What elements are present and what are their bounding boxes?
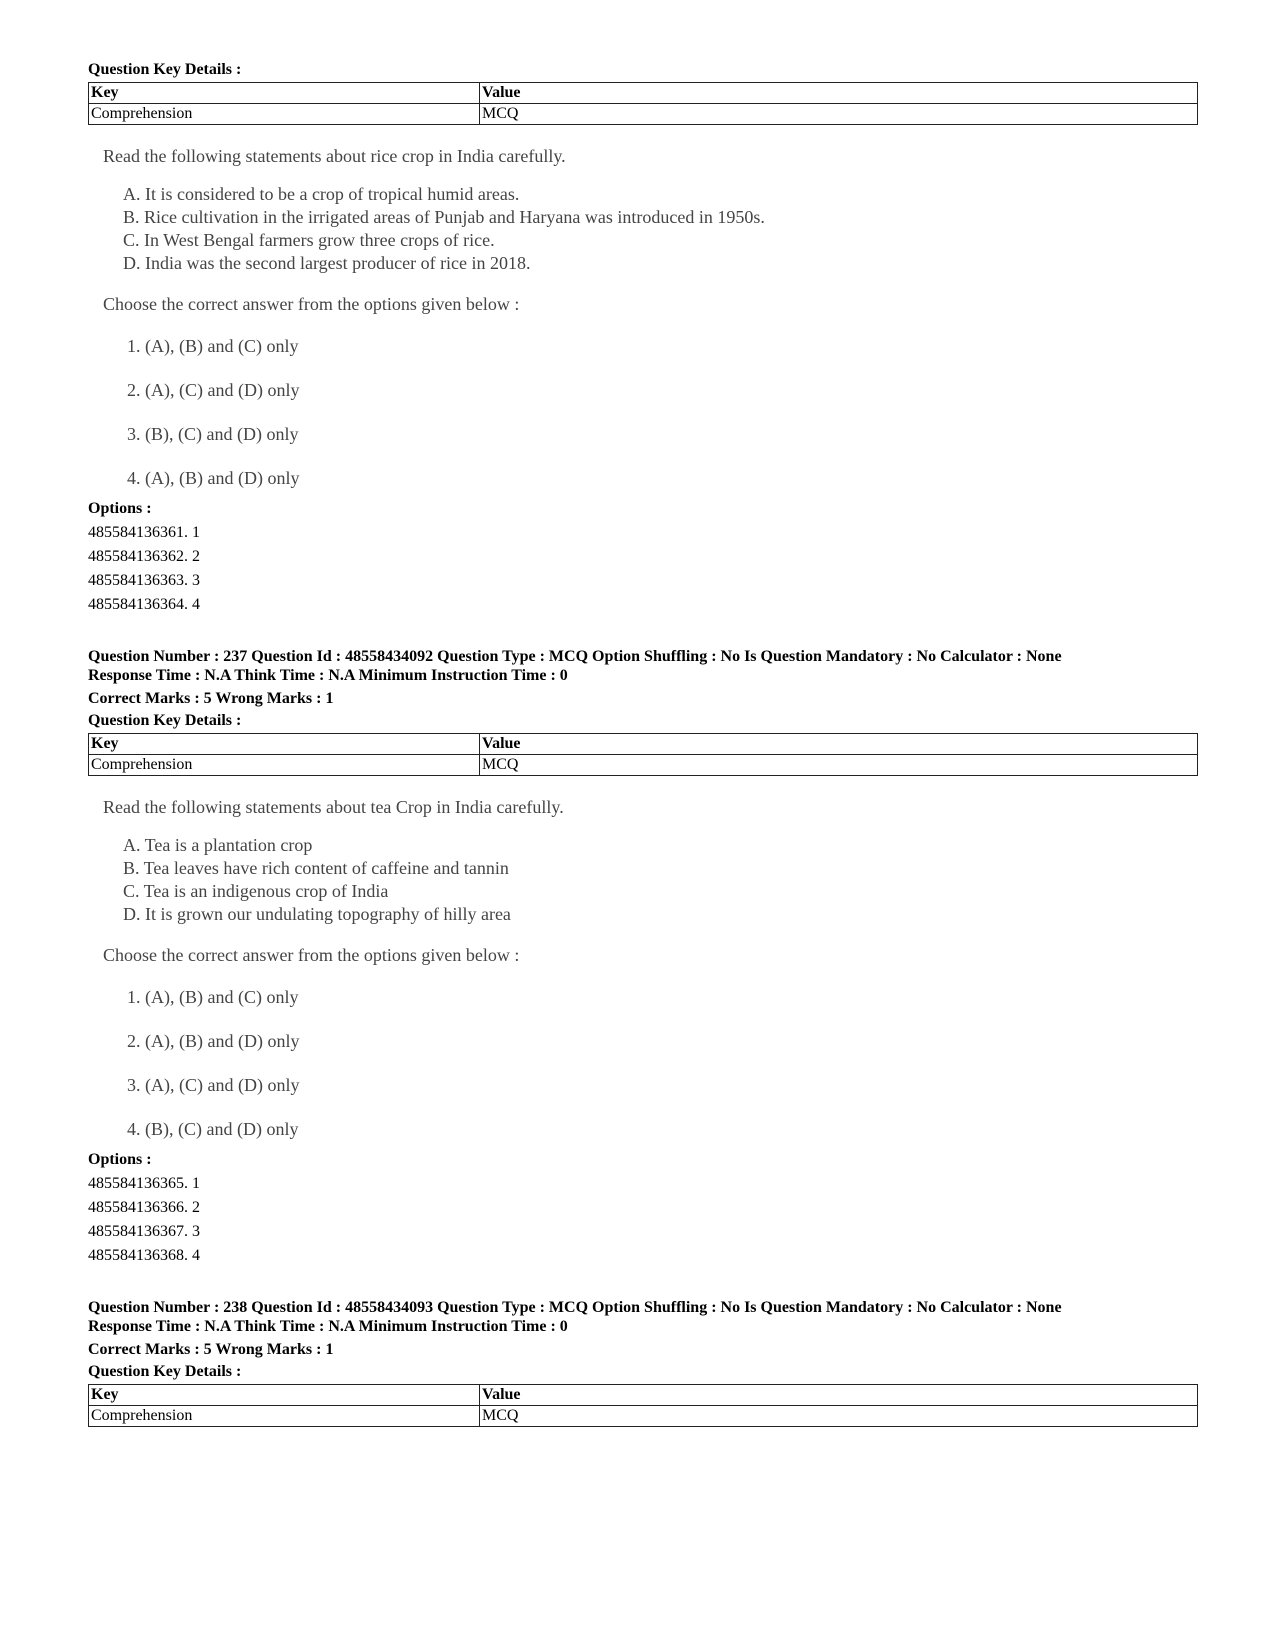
table-cell-key: Comprehension <box>89 755 480 776</box>
option-item: 485584136361. 1 <box>88 524 200 541</box>
question-block-238 <box>88 1298 1198 1427</box>
options-label: Options : <box>88 500 152 517</box>
question-body <box>103 145 1198 489</box>
key-details-label: Question Key Details : <box>88 1363 242 1380</box>
marks-label: Correct Marks : 5 Wrong Marks : 1 <box>88 690 334 707</box>
question-body <box>103 796 1198 1140</box>
answer-item: 1. (A), (B) and (C) only <box>127 336 299 356</box>
options-label: Options : <box>88 1151 152 1168</box>
question-meta-line2: Response Time : N.A Think Time : N.A Minimum Instruction Time : 0 <box>88 1318 568 1335</box>
table-cell-value: MCQ <box>480 1406 1198 1427</box>
answer-item: 3. (A), (C) and (D) only <box>127 1075 300 1095</box>
question-intro: Read the following statements about rice crop in India carefully. <box>103 146 566 166</box>
table-header-key: Key <box>89 1385 480 1406</box>
table-header-value: Value <box>480 734 1198 755</box>
statement-list <box>123 834 1198 926</box>
key-details-table <box>88 82 1198 125</box>
answer-list <box>127 335 1198 489</box>
question-meta-line1: Question Number : 237 Question Id : 48558434092 Question Type : MCQ Option Shuffling : No Is Question Mandatory : No Calculator : None <box>88 648 1062 665</box>
marks-label: Correct Marks : 5 Wrong Marks : 1 <box>88 1341 334 1358</box>
table-row <box>89 755 1198 776</box>
option-item: 485584136362. 2 <box>88 548 200 565</box>
answer-item: 3. (B), (C) and (D) only <box>127 424 299 444</box>
table-cell-value: MCQ <box>480 755 1198 776</box>
question-block-top <box>88 60 1198 617</box>
question-block-237 <box>88 647 1198 1268</box>
statement-item: C. In West Bengal farmers grow three crops of rice. <box>123 230 495 250</box>
answer-list <box>127 986 1198 1140</box>
statement-list <box>123 183 1198 275</box>
choose-instruction: Choose the correct answer from the options given below : <box>103 294 520 314</box>
table-header-value: Value <box>480 83 1198 104</box>
answer-item: 1. (A), (B) and (C) only <box>127 987 299 1007</box>
option-item: 485584136364. 4 <box>88 596 200 613</box>
option-item: 485584136366. 2 <box>88 1199 200 1216</box>
answer-item: 4. (B), (C) and (D) only <box>127 1119 299 1139</box>
table-row <box>89 104 1198 125</box>
document-page <box>88 58 1198 1427</box>
table-header-row <box>89 1385 1198 1406</box>
option-item: 485584136365. 1 <box>88 1175 200 1192</box>
answer-item: 2. (A), (B) and (D) only <box>127 1031 300 1051</box>
options-list <box>88 521 1198 617</box>
table-header-key: Key <box>89 83 480 104</box>
question-intro: Read the following statements about tea Crop in India carefully. <box>103 797 564 817</box>
table-header-value: Value <box>480 1385 1198 1406</box>
statement-item: B. Rice cultivation in the irrigated areas of Punjab and Haryana was introduced in 1950s. <box>123 207 765 227</box>
statement-item: D. India was the second largest producer of rice in 2018. <box>123 253 531 273</box>
statement-item: A. Tea is a plantation crop <box>123 835 313 855</box>
key-details-label: Question Key Details : <box>88 712 242 729</box>
option-item: 485584136363. 3 <box>88 572 200 589</box>
options-list <box>88 1172 1198 1268</box>
key-details-table <box>88 733 1198 776</box>
statement-item: B. Tea leaves have rich content of caffeine and tannin <box>123 858 509 878</box>
option-item: 485584136367. 3 <box>88 1223 200 1240</box>
answer-item: 2. (A), (C) and (D) only <box>127 380 300 400</box>
table-cell-key: Comprehension <box>89 104 480 125</box>
table-header-key: Key <box>89 734 480 755</box>
key-details-label: Question Key Details : <box>88 61 242 78</box>
statement-item: C. Tea is an indigenous crop of India <box>123 881 389 901</box>
question-meta-line1: Question Number : 238 Question Id : 48558434093 Question Type : MCQ Option Shuffling : No Is Question Mandatory : No Calculator : None <box>88 1299 1062 1316</box>
table-header-row <box>89 83 1198 104</box>
table-row <box>89 1406 1198 1427</box>
statement-item: A. It is considered to be a crop of tropical humid areas. <box>123 184 520 204</box>
table-cell-value: MCQ <box>480 104 1198 125</box>
option-item: 485584136368. 4 <box>88 1247 200 1264</box>
table-cell-key: Comprehension <box>89 1406 480 1427</box>
table-header-row <box>89 734 1198 755</box>
question-meta-line2: Response Time : N.A Think Time : N.A Minimum Instruction Time : 0 <box>88 667 568 684</box>
statement-item: D. It is grown our undulating topography of hilly area <box>123 904 511 924</box>
choose-instruction: Choose the correct answer from the options given below : <box>103 945 520 965</box>
key-details-table <box>88 1384 1198 1427</box>
answer-item: 4. (A), (B) and (D) only <box>127 468 300 488</box>
